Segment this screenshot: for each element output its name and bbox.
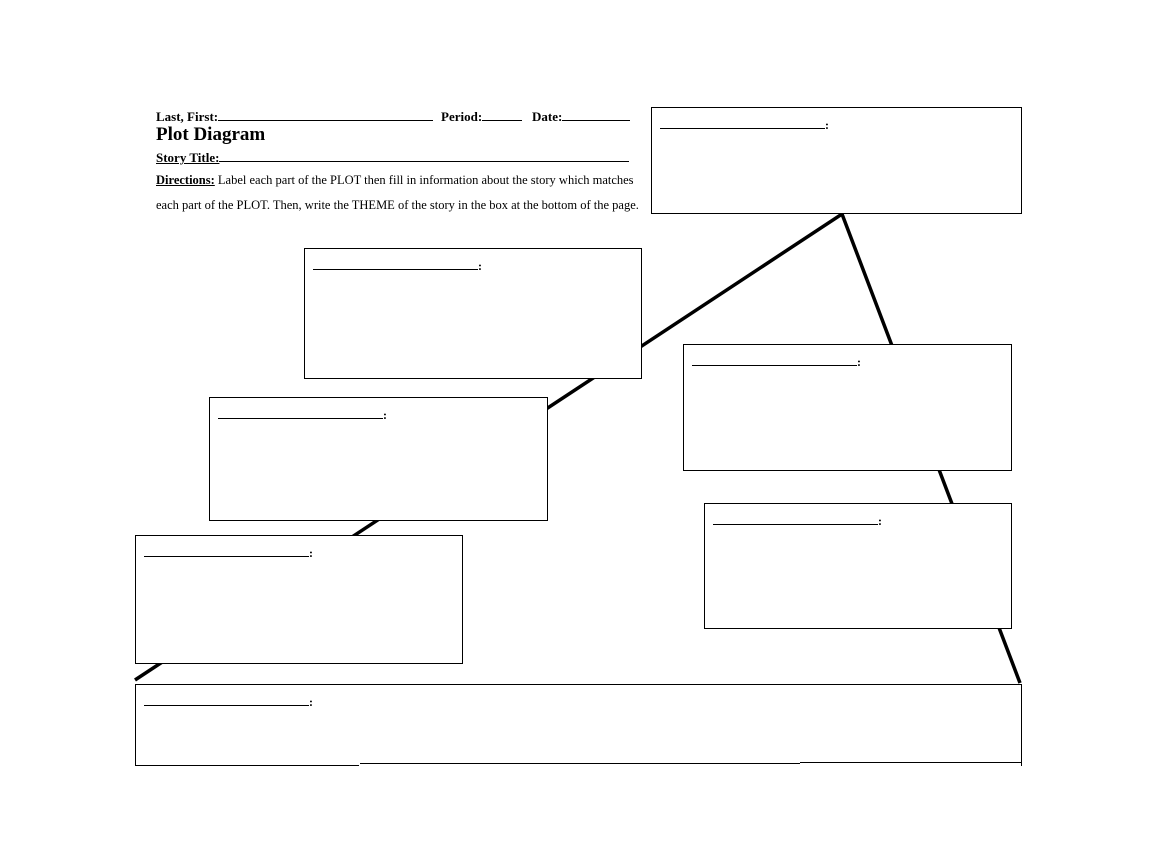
story-title-field[interactable] xyxy=(156,148,629,166)
date-field[interactable] xyxy=(532,107,630,125)
rising-action-3-label-line[interactable] xyxy=(313,259,482,274)
theme-box-bottom-edge-right xyxy=(800,762,1021,763)
page-title: Plot Diagram xyxy=(156,124,266,145)
story-title-label: Story Title: xyxy=(156,150,220,165)
resolution-label-colon: : xyxy=(878,514,882,528)
date-label: Date: xyxy=(532,109,563,124)
rising-action-1-label-blank[interactable] xyxy=(144,548,309,557)
falling-action-label-blank[interactable] xyxy=(692,357,857,366)
rising-action-2-box[interactable] xyxy=(209,397,548,521)
name-label: Last, First: xyxy=(156,109,219,124)
directions-label: Directions: xyxy=(156,173,215,187)
rising-action-3-label-colon: : xyxy=(478,259,482,273)
directions-text: Label each part of the PLOT then fill in information about the story which matches each part of the PLOT. Then, write the THEME of the story in the box at the bottom of the page. xyxy=(156,173,639,212)
theme-box[interactable] xyxy=(135,684,1022,766)
rising-action-2-label-blank[interactable] xyxy=(218,410,383,419)
resolution-label-blank[interactable] xyxy=(713,516,878,525)
climax-label-colon: : xyxy=(825,118,829,132)
resolution-label-line[interactable] xyxy=(713,514,882,529)
name-blank[interactable] xyxy=(218,107,433,121)
period-blank[interactable] xyxy=(482,107,522,121)
rising-action-2-label-line[interactable] xyxy=(218,408,387,423)
resolution-box[interactable] xyxy=(704,503,1012,629)
falling-action-box[interactable] xyxy=(683,344,1012,471)
directions-paragraph xyxy=(156,168,648,217)
falling-action-label-line[interactable] xyxy=(692,355,861,370)
theme-label-colon: : xyxy=(309,695,313,709)
theme-label-line[interactable] xyxy=(144,695,313,710)
date-blank[interactable] xyxy=(562,107,630,121)
falling-action-label-colon: : xyxy=(857,355,861,369)
rising-action-1-label-line[interactable] xyxy=(144,546,313,561)
climax-label-blank[interactable] xyxy=(660,120,825,129)
name-field[interactable] xyxy=(156,107,433,125)
rising-action-1-label-colon: : xyxy=(309,546,313,560)
climax-label-line[interactable] xyxy=(660,118,829,133)
rising-action-3-label-blank[interactable] xyxy=(313,261,478,270)
theme-label-blank[interactable] xyxy=(144,697,309,706)
theme-box-bottom-edge-left xyxy=(135,765,359,766)
period-label: Period: xyxy=(441,109,483,124)
theme-box-bottom-edge-middle xyxy=(360,763,800,764)
rising-action-3-box[interactable] xyxy=(304,248,642,379)
climax-box[interactable] xyxy=(651,107,1022,214)
rising-action-2-label-colon: : xyxy=(383,408,387,422)
story-title-blank[interactable] xyxy=(219,148,629,162)
rising-action-1-box[interactable] xyxy=(135,535,463,664)
period-field[interactable] xyxy=(441,107,522,125)
